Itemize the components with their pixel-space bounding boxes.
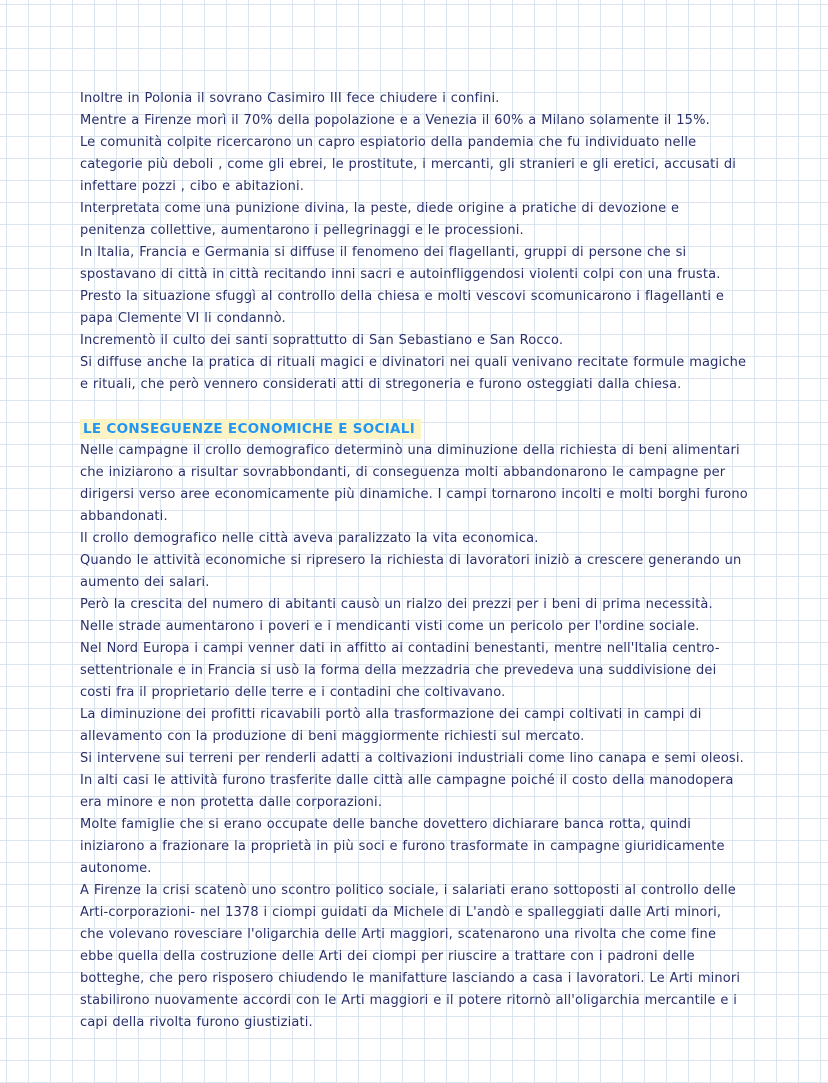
paragraph: Nelle campagne il crollo demografico determinò una diminuzione della richiesta di beni alimentari che iniziarono a risultar sovrabbondanti, di conseguenza molti abbandonarono le campagne per dirigersi verso aree economicamente più dinamiche. I campi tornarono incolti e molti borghi furono abbandonati. [80,443,748,524]
paragraph: La diminuzione dei profitti ricavabili portò alla trasformazione dei campi coltivati in campi di allevamento con la produzione di beni maggiormente richiesti sul mercato. [80,707,702,744]
section-heading [80,418,748,440]
body-section [80,440,748,1034]
paragraph: Il crollo demografico nelle città aveva paralizzato la vita economica. [80,531,539,546]
paragraph: Però la crescita del numero di abitanti causò un rialzo dei prezzi per i beni di prima necessità. [80,597,713,612]
paragraph: A Firenze la crisi scatenò uno scontro politico sociale, i salariati erano sottoposti al controllo delle Arti-corporazioni- nel 1378 i ciompi guidati da Michele di L'andò e spalleggiati dalle Arti minori, che volevano rovesciare l'oligarchia delle Arti maggiori, scatenarono una rivolta che come fine ebbe quella della costruzione delle Arti dei ciompi per riuscire a trattare con i padroni delle botteghe, che pero risposero chiudendo le manifatture lasciando a casa i lavoratori. Le Arti minori stabilirono nuovamente accordi con le Arti maggiori e il potere ritornò all'oligarchia mercantile e i capi della rivolta furono giustiziati. [80,883,741,1030]
paragraph: Incrementò il culto dei santi soprattutto di San Sebastiano e San Rocco. [80,333,564,348]
paragraph: Si intervene sui terreni per renderli adatti a coltivazioni industriali come lino canapa e semi oleosi. In alti casi le attività furono trasferite dalle città alle campagne poiché il costo della manodopera era minore e non protetta dalle corporazioni. [80,751,744,810]
paragraph: Interpretata come una punizione divina, la peste, diede origine a pratiche di devozione e penitenza collettive, aumentarono i pellegrinaggi e le processioni. [80,201,680,238]
paragraph: Nelle strade aumentarono i poveri e i mendicanti visti come un pericolo per l'ordine sociale. [80,619,700,634]
section-heading-text: LE CONSEGUENZE ECONOMICHE E SOCIALI [80,419,421,439]
paragraph: Le comunità colpite ricercarono un capro espiatorio della pandemia che fu individuato nelle categorie più deboli , come gli ebrei, le prostitute, i mercanti, gli stranieri e gli eretici, accusati di infettare pozzi , cibo e abitazioni. [80,135,737,194]
paragraph: Nel Nord Europa i campi venner dati in affitto ai contadini benestanti, mentre nell'Italia centro-settentrionale e in Francia si usò la forma della mezzadria che prevedeva una suddivisione dei costi fra il proprietario delle terre e i contadini che coltivavano. [80,641,720,700]
paragraph: Molte famiglie che si erano occupate delle banche dovettero dichiarare banca rotta, quindi iniziarono a frazionare la proprietà in più soci e furono trasformate in campagne giuridicamente autonome. [80,817,725,876]
paragraph: Mentre a Firenze morì il 70% della popolazione e a Venezia il 60% a Milano solamente il 15%. [80,113,710,128]
paragraph: Si diffuse anche la pratica di rituali magici e divinatori nei quali venivano recitate formule magiche e rituali, che però vennero considerati atti di stregoneria e furono osteggiati dalla chiesa. [80,355,747,392]
intro-section [80,88,748,396]
paragraph: In Italia, Francia e Germania si diffuse il fenomeno dei flagellanti, gruppi di persone che si spostavano di città in città recitando inni sacri e autoinfliggendosi violenti colpi con una frusta. Presto la situazione sfuggì al controllo della chiesa e molti vescovi scomunicarono i flagellanti e papa Clemente VI li condannò. [80,245,725,326]
paragraph: Quando le attività economiche si ripresero la richiesta di lavoratori iniziò a crescere generando un aumento dei salari. [80,553,742,590]
notes-content [80,88,748,1034]
paragraph: Inoltre in Polonia il sovrano Casimiro III fece chiudere i confini. [80,91,500,106]
